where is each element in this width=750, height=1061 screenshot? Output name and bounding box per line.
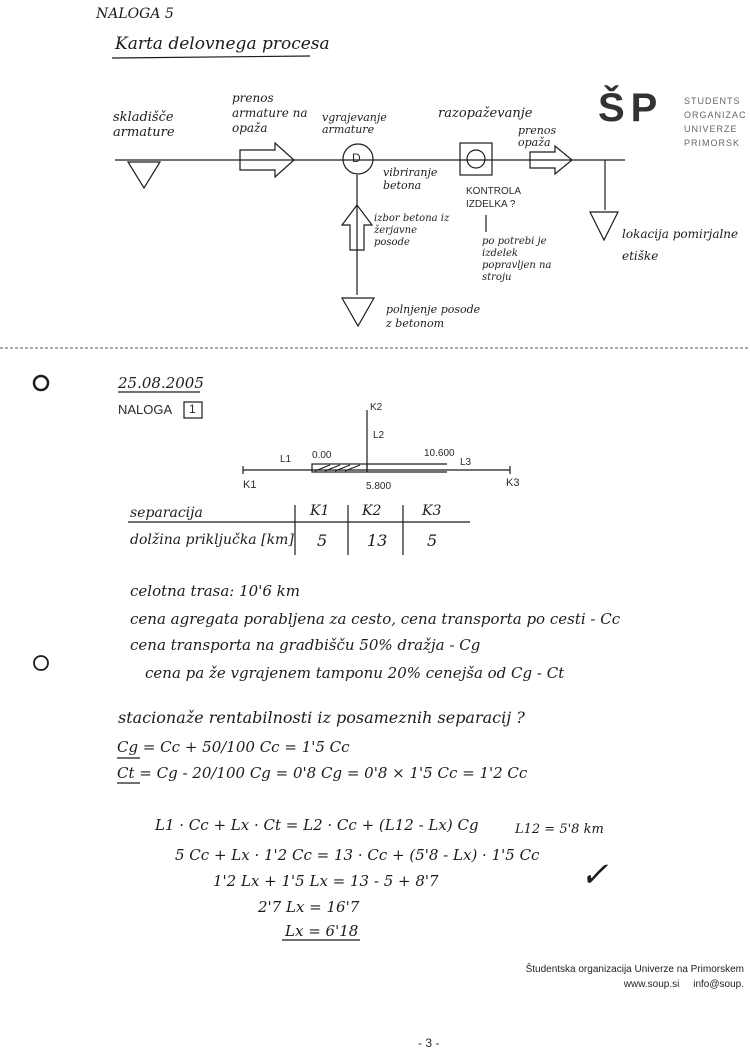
text-line-ct: cena pa že vgrajenem tamponu 20% cenejša od Cg - Ct — [145, 664, 565, 682]
equation-l12: L12 = 5'8 km — [515, 822, 604, 837]
end-station: 10.600 — [424, 448, 455, 459]
label-installation: vgrajevanje armature — [322, 111, 387, 136]
node-k3: K3 — [506, 477, 520, 489]
equation-ct: Ct = Cg - 20/100 Cg = 0'8 Cg = 0'8 × 1'5 Cc = 1'2 Cc — [117, 764, 528, 782]
equation-result: Lx = 6'18 — [285, 922, 359, 940]
footer-org: Študentska organizacija Univerze na Primorskem — [525, 964, 744, 975]
label-storage-location: lokacija pomirjalne etiške — [622, 227, 739, 263]
table-header-k1: K1 — [310, 503, 330, 519]
segment-l2: L2 — [373, 430, 385, 441]
table-row-label: dolžina priključka [km] — [130, 532, 294, 548]
text-line-question: stacionaže rentabilnosti iz posameznih separacij ? — [118, 708, 525, 727]
logo-line: UNIVERZE — [684, 124, 738, 134]
equation-cg: Cg = Cc + 50/100 Cc = 1'5 Cc — [117, 738, 350, 756]
label-storage: skladišče armature — [113, 110, 175, 140]
footer-web: www.soup.si — [623, 979, 680, 990]
logo-line: STUDENTS — [684, 96, 741, 106]
partial-top-label: NALOGA 5 — [96, 6, 174, 22]
label-control-note: po potrebi je izdelek popravljen na stroju — [482, 236, 552, 283]
task-label: NALOGA — [118, 402, 173, 417]
task-date: 25.08.2005 — [118, 374, 204, 392]
mid-station: 5.800 — [366, 481, 392, 492]
footer-email: info@soup. — [693, 979, 744, 990]
logo-mark: ŠP — [598, 86, 664, 130]
segment-l3: L3 — [460, 457, 472, 468]
circle-d-label: D — [352, 151, 361, 165]
footer — [526, 962, 744, 992]
page-number: - 3 - — [418, 1036, 440, 1050]
equation-substitution: 5 Cc + Lx · 1'2 Cc = 13 · Cc + (5'8 - Lx) · 1'5 Cc — [175, 846, 540, 864]
table-header-separation: separacija — [130, 505, 203, 521]
page-title: Karta delovnega procesa — [115, 34, 330, 54]
equation-simplified: 1'2 Lx + 1'5 Lx = 13 - 5 + 8'7 — [213, 872, 439, 890]
start-station: 0.00 — [312, 450, 332, 461]
equation-combined: 2'7 Lx = 16'7 — [258, 898, 360, 916]
text-line-route: celotna trasa: 10'6 km — [130, 582, 300, 600]
footer-contact — [526, 977, 744, 992]
node-k1: K1 — [243, 479, 257, 491]
logo-text — [684, 94, 747, 150]
label-refill: polnjenje posode z betonom — [386, 303, 481, 330]
task-number: 1 — [189, 402, 196, 416]
table-value-k2: 13 — [367, 531, 388, 550]
equation-balance: L1 · Cc + Lx · Ct = L2 · Cc + (L12 - Lx) Cg — [155, 816, 479, 834]
table-value-k1: 5 — [317, 531, 328, 550]
logo-line: PRIMORSK — [684, 138, 741, 148]
node-k2: K2 — [370, 402, 383, 413]
logo-line: ORGANIZAC — [684, 110, 747, 120]
label-casting: izbor betona iz žerjavne posode — [374, 213, 450, 248]
segment-l1: L1 — [280, 454, 292, 465]
label-vibration: vibriranje betona — [383, 166, 438, 192]
table-header-k2: K2 — [362, 503, 382, 519]
label-control: KONTROLA IZDELKA ? — [466, 186, 521, 210]
text-line-cg: cena transporta na gradbišču 50% dražja - Cg — [130, 636, 481, 654]
text-line-cc: cena agregata porabljena za cesto, cena transporta po cesti - Cc — [130, 610, 621, 628]
check-mark: ✓ — [580, 855, 609, 895]
storage-triangle — [128, 162, 160, 188]
table-header-k3: K3 — [422, 503, 442, 519]
label-transport-form: prenos opaža — [518, 124, 557, 149]
label-transport: prenos armature na opaža — [232, 91, 308, 135]
table-value-k3: 5 — [427, 531, 438, 550]
label-formwork-removal: razopaževanje — [438, 106, 533, 121]
